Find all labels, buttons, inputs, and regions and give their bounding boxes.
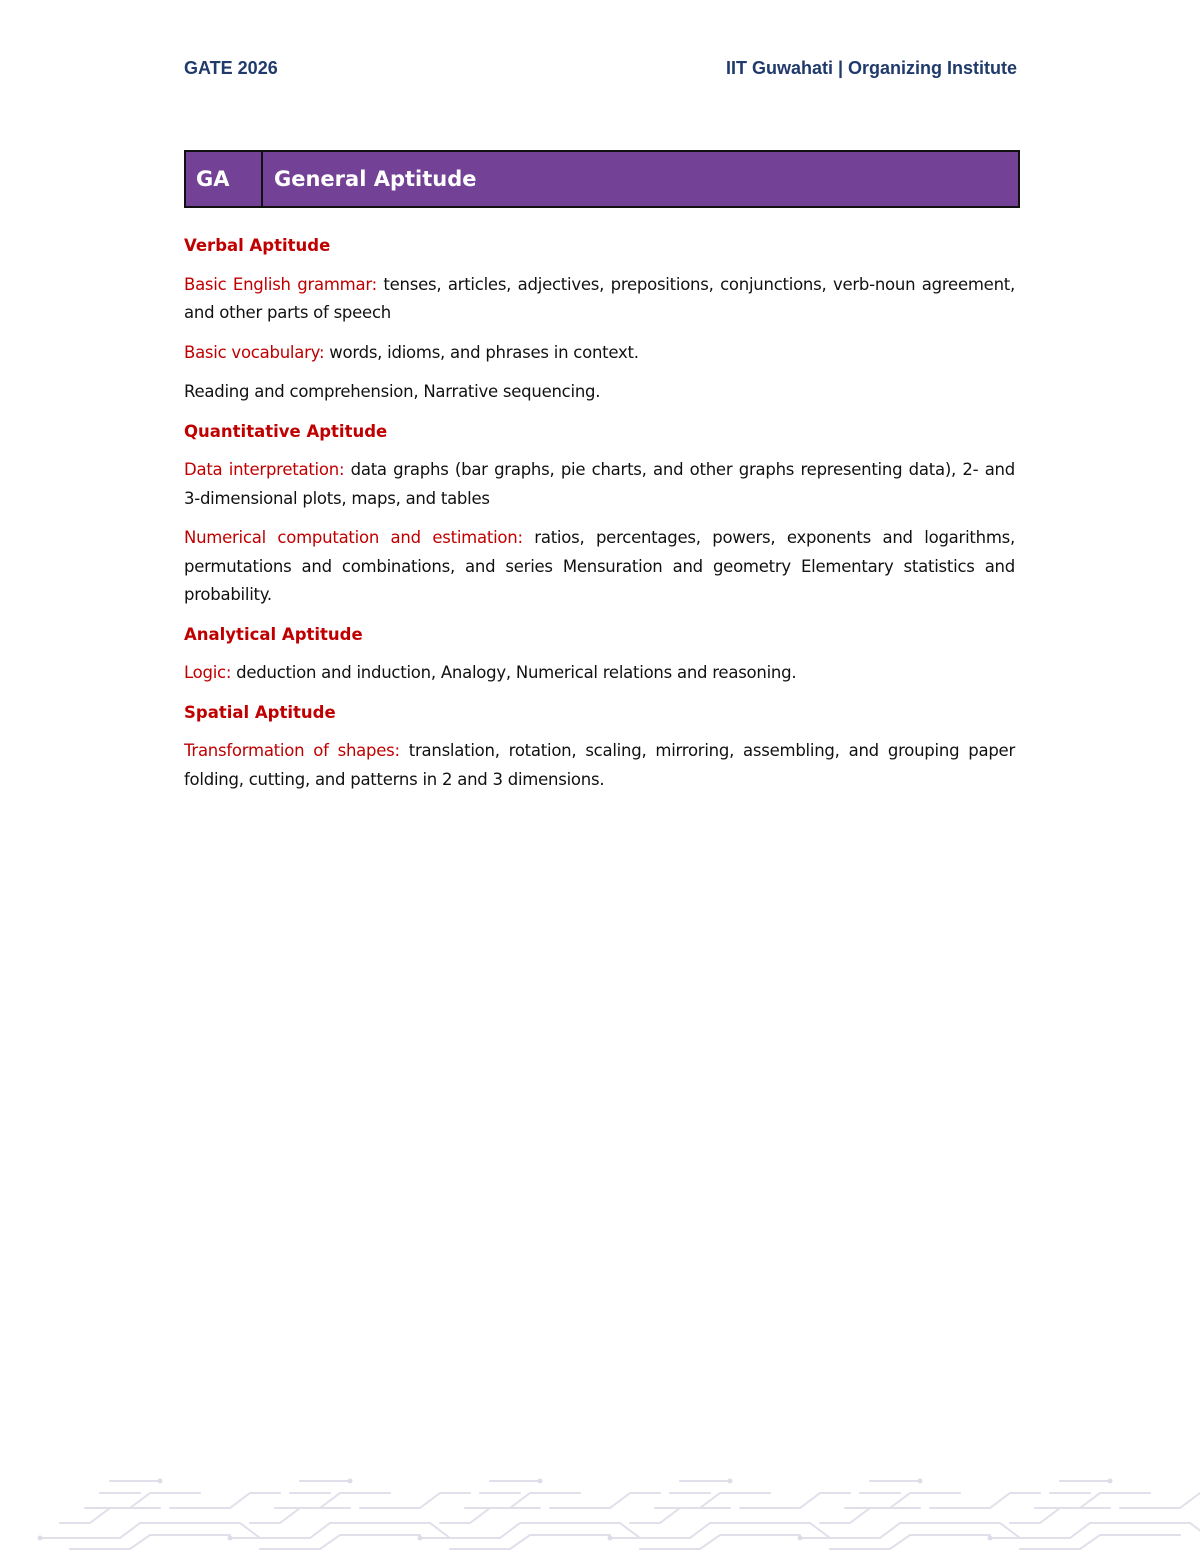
paragraph-data-interpretation [184,456,1015,513]
heading-quantitative-aptitude: Quantitative Aptitude [184,421,388,441]
topic-text: ratios, percentages, powers, exponents and logarithms, permutations and combinations, and series Mensuration and geometry Elementary statistics and probability. [184,528,1015,604]
paragraph-reading-comprehension [184,378,1015,407]
section-code: GA [186,152,263,206]
section-title: General Aptitude [274,167,477,191]
syllabus-content [184,232,1015,805]
heading-verbal-aptitude: Verbal Aptitude [184,236,331,255]
paragraph-basic-english-grammar [184,271,1015,328]
topic-label: Data interpretation: [184,460,345,479]
topic-label: Numerical computation and estimation: [184,528,523,547]
section-title-bar [184,150,1020,208]
topic-label: Logic: [184,663,232,682]
heading-analytical-aptitude: Analytical Aptitude [184,624,363,644]
topic-label: Transformation of shapes: [184,741,400,760]
paragraph-transformation-of-shapes [184,737,1015,794]
circuit-pattern-footer [0,1463,1200,1553]
topic-text: Reading and comprehension, Narrative sequencing. [184,382,601,401]
topic-text: tenses, articles, adjectives, prepositions, conjunctions, verb-noun agreement, and other parts of speech [184,274,1015,322]
header-exam-title: GATE 2026 [184,58,278,78]
paragraph-basic-vocabulary [184,339,1015,368]
topic-label: Basic vocabulary: [184,342,325,362]
topic-text: deduction and induction, Analogy, Numerical relations and reasoning. [231,663,797,682]
topic-text: translation, rotation, scaling, mirroring, assembling, and grouping paper folding, cutting, and patterns in 2 and 3 dimensions. [184,741,1015,789]
topic-text: words, idioms, and phrases in context. [324,342,639,362]
topic-label: Basic English grammar: [184,274,377,294]
header-institute: IIT Guwahati | Organizing Institute [725,58,1017,78]
paragraph-numerical-computation [184,524,1015,610]
topic-text: data graphs (bar graphs, pie charts, and other graphs representing data), 2- and 3-dimensional plots, maps, and tables [184,460,1015,508]
paragraph-logic [184,659,1015,688]
heading-spatial-aptitude: Spatial Aptitude [184,702,336,722]
